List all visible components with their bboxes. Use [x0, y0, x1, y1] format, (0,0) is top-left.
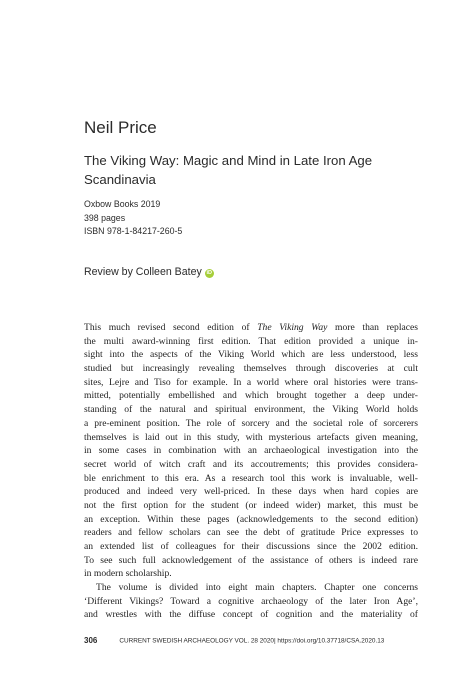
body-line: sight into the aspects of the Viking World which are less understood, less [84, 349, 418, 361]
body-line: This much revised second edition of The Viking Way more than replaces [84, 322, 418, 333]
body-line: produced and indeed very well-priced. In these days when hard copies are [84, 486, 418, 498]
book-metadata [84, 198, 182, 239]
review-body [84, 321, 418, 622]
body-line: a pre-eminent position. The role of sorcery and the societal role of sorcerers [84, 417, 418, 429]
body-line: an exception. Within these pages (acknowledgements to the second edition) [84, 513, 418, 525]
publisher: Oxbow Books 2019 [84, 199, 161, 209]
body-line: themselves is laid out in this study, with mysterious artefacts given meaning, [84, 431, 418, 443]
reviewer-line [84, 266, 214, 278]
body-line: ble enrichment to this era. As a research tool this work is invaluable, well- [84, 472, 418, 484]
body-line: The volume is divided into eight main chapters. Chapter one concerns [96, 582, 418, 594]
body-line: standing of the natural and spiritual environment, the Viking World holds [84, 404, 418, 416]
reviewer-name: Review by Colleen Batey [84, 266, 202, 278]
body-line: studied but increasingly revealing themselves through discoveries at cult [84, 363, 418, 375]
book-author: Neil Price [84, 118, 157, 137]
body-line: To see such full acknowledgement of the assistance of others is indeed rare [84, 554, 418, 566]
page-count: 398 pages [84, 212, 126, 223]
body-line: readers and fellow scholars can see the debt of gratitude Price expresses to [84, 527, 418, 539]
body-line: ‘Different Vikings? Toward a cognitive archaeology of the later Iron Age’, [84, 595, 418, 607]
orcid-icon[interactable]: iD [206, 270, 213, 276]
body-line: in modern scholarship. [84, 568, 172, 580]
page-footer [84, 636, 418, 645]
page-number: 306 [84, 636, 98, 645]
book-title-italic: The Viking Way [257, 322, 328, 333]
body-line: the multi award-winning first edition. That edition provided a unique in- [84, 335, 418, 347]
body-line: sites, Lejre and Tiso for example. In a world where oral histories were trans- [84, 376, 418, 388]
body-line: not the first option for the student (or indeed wider) market, this must be [84, 499, 418, 511]
body-line: secret world of witch craft and its accoutrements; this provides considera- [84, 458, 418, 470]
journal-citation[interactable]: CURRENT SWEDISH ARCHAEOLOGY VOL. 28 2020| https://doi.org/10.37718/CSA.2020.13 [119, 637, 385, 645]
isbn: ISBN 978-1-84217-260-5 [84, 226, 183, 236]
body-line: an extended list of colleagues for their discussions since the 2002 edition. [84, 541, 418, 552]
body-line: in some cases in combination with an archaeological investigation into the [84, 445, 418, 457]
body-line: mitted, potentially embellished and which brought together a deep under- [84, 390, 418, 402]
book-title: The Viking Way: Magic and Mind in Late Iron Age Scandinavia [84, 153, 373, 187]
body-line: and wrestles with the diffuse concept of cognition and the materiality of [84, 609, 418, 621]
